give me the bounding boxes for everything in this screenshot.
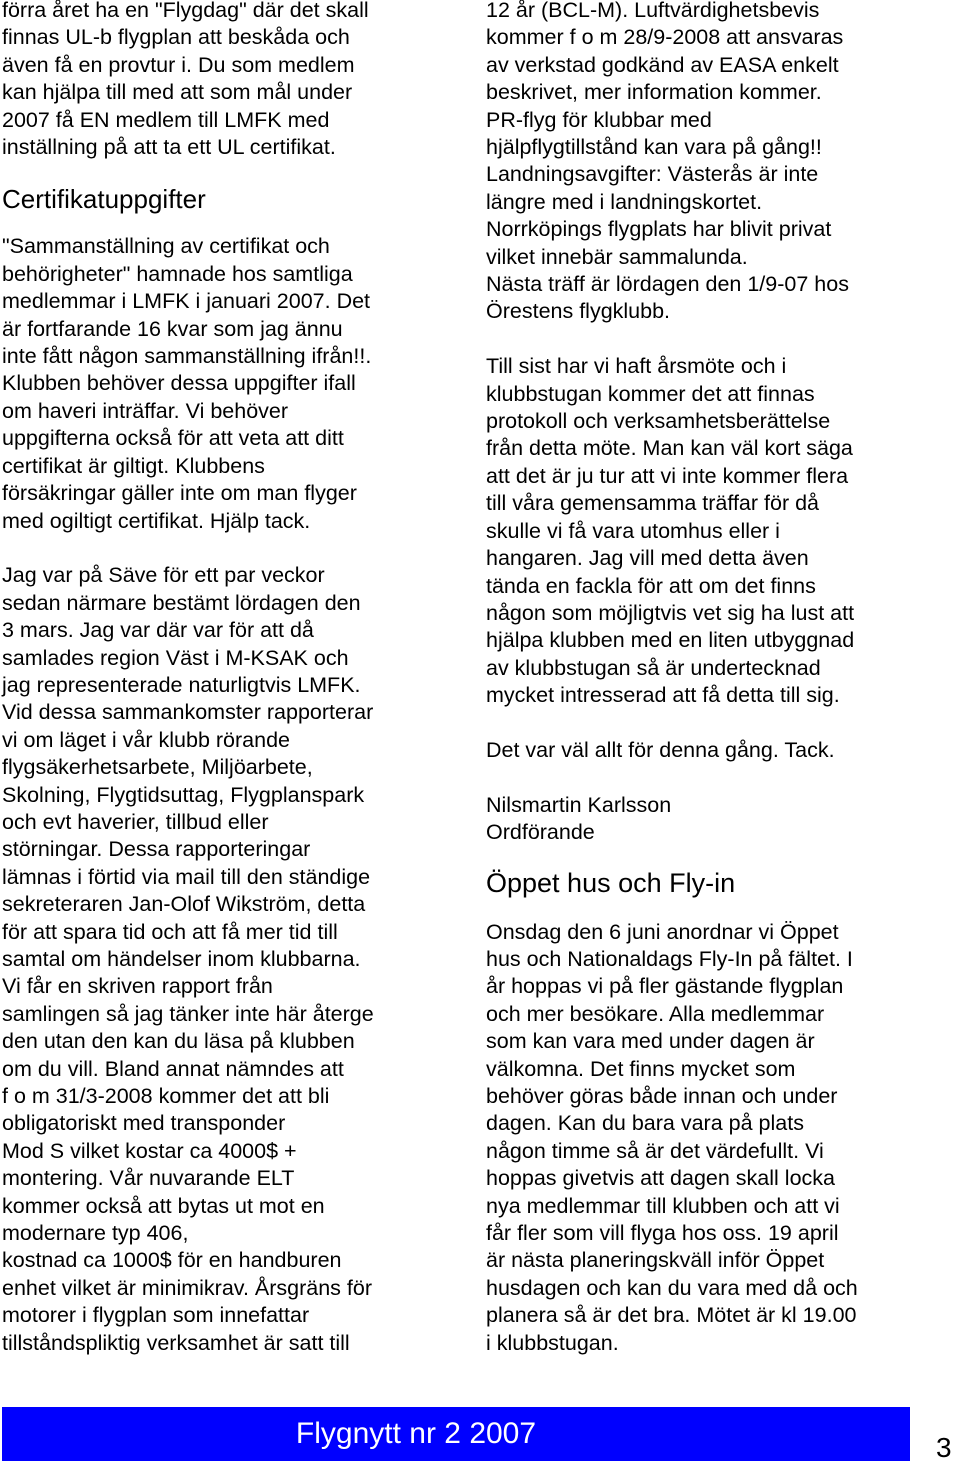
text-line: dagen. Kan du bara vara på plats: [486, 1111, 804, 1136]
text-line: kommer f o m 28/9-2008 att ansvaras: [486, 25, 844, 50]
text-line: år hoppas vi på fler gästande flygplan: [486, 974, 844, 999]
text-line: 12 år (BCL-M). Luftvärdighetsbevis: [486, 0, 820, 22]
text-line: även få en provtur i. Du som medlem: [2, 52, 355, 77]
text-line: Nästa träff är lördagen den 1/9-07 hos: [486, 272, 849, 297]
text-line: hjälpa klubben med en liten utbyggnad: [486, 628, 855, 653]
text-line: och mer besökare. Alla medlemmar: [486, 1001, 825, 1026]
text-line: Mod S vilket kostar ca 4000$ +: [2, 1138, 297, 1163]
text-line: klubbstugan kommer det att finnas: [486, 381, 815, 406]
text-line: beskrivet, mer information kommer.: [486, 80, 822, 105]
text-line: f o m 31/3-2008 kommer det att bli: [2, 1084, 330, 1109]
cert-paragraph: [2, 233, 452, 534]
text-line: Jag var på Säve för ett par veckor: [2, 563, 325, 588]
text-line: PR-flyg för klubbar med: [486, 107, 712, 132]
text-line: 2007 få EN medlem till LMFK med: [2, 107, 330, 132]
text-line: Norrköpings flygplats har blivit privat: [486, 217, 832, 242]
text-line: med ogiltigt certifikat. Hjälp tack.: [2, 508, 311, 533]
text-line: certifikat är giltigt. Klubbens: [2, 453, 265, 478]
text-line: och evt haverier, tillbud eller: [2, 809, 269, 834]
text-line: Klubben behöver dessa uppgifter ifall: [2, 371, 356, 396]
text-line: protokoll och verksamhetsberättelse: [486, 409, 831, 434]
text-line: husdagen och kan du vara med då och: [486, 1275, 858, 1300]
text-line: vilket innebär sammalunda.: [486, 244, 748, 269]
footer-bar: [2, 1407, 910, 1461]
meeting-paragraph: [486, 353, 958, 709]
left-column: [2, 0, 452, 1357]
text-line: tända en fackla för att om det finns: [486, 573, 816, 598]
section-heading-certifikat: Certifikatuppgifter: [2, 184, 206, 215]
text-line: modernare typ 406,: [2, 1221, 189, 1246]
text-line: som kan vara med under dagen är: [486, 1029, 815, 1054]
text-line: längre med i landningskortet.: [486, 189, 763, 214]
text-line: av klubbstugan så är undertecknad: [486, 655, 821, 680]
text-line: kostnad ca 1000$ för en handburen: [2, 1248, 342, 1273]
text-line: att det är ju tur att vi inte kommer flera: [486, 463, 849, 488]
text-line: medlemmar i LMFK i januari 2007. Det: [2, 289, 371, 314]
text-line: samlingen så jag tänker inte här återge: [2, 1001, 374, 1026]
text-line: hjälpflygtillstånd kan vara på gång!!: [486, 135, 822, 160]
text-line: Till sist har vi haft årsmöte och i: [486, 354, 787, 379]
text-line: skulle vi få vara utomhus eller i: [486, 518, 780, 543]
text-line: Vi får en skriven rapport från: [2, 974, 273, 999]
text-line: finnas UL-b flygplan att beskåda och: [2, 25, 350, 50]
text-line: om du vill. Bland annat nämndes att: [2, 1056, 344, 1081]
text-line: Landningsavgifter: Västerås är inte: [486, 162, 819, 187]
right-column: [486, 0, 958, 1357]
text-line: inställning på att ta ett UL certifikat.: [2, 135, 336, 160]
intro-paragraph: [2, 0, 452, 161]
text-line: någon timme så är det värdefullt. Vi: [486, 1138, 824, 1163]
text-line: planera så är det bra. Mötet är kl 19.00: [486, 1303, 857, 1328]
text-line: sekreteraren Jan-Olof Wikström, detta: [2, 892, 366, 917]
text-line: sedan närmare bestämt lördagen den: [2, 590, 361, 615]
text-line: kan hjälpa till med att som mål under: [2, 80, 353, 105]
text-line: om haveri inträffar. Vi behöver: [2, 398, 289, 423]
text-line: obligatoriskt med transponder: [2, 1111, 286, 1136]
text-line: montering. Vår nuvarande ELT: [2, 1166, 295, 1191]
footer-title: Flygnytt nr 2 2007: [295, 1417, 537, 1450]
text-line: den utan den kan du läsa på klubben: [2, 1029, 355, 1054]
text-line: hangaren. Jag vill med detta även: [486, 546, 809, 571]
text-line: hoppas givetvis att dagen skall locka: [486, 1166, 835, 1191]
signature-title: Ordförande: [486, 820, 595, 845]
signature-name: Nilsmartin Karlsson: [486, 792, 672, 817]
text-line: av verkstad godkänd av EASA enkelt: [486, 52, 839, 77]
text-line: Örestens flygklubb.: [486, 299, 671, 324]
text-line: jag representerade naturligtvis LMFK.: [2, 672, 361, 697]
text-line: störningar. Dessa rapporteringar: [2, 837, 311, 862]
text-line: hus och Nationaldags Fly-In på fältet. I: [486, 946, 853, 971]
continuation-paragraph: [486, 0, 958, 326]
text-line: "Sammanställning av certifikat och: [2, 234, 330, 259]
text-line: någon som möjligtvis vet sig ha lust att: [486, 600, 855, 625]
text-line: samlades region Väst i M-KSAK och: [2, 645, 349, 670]
text-line: mycket intresserad att få detta till sig.: [486, 683, 840, 708]
text-line: uppgifterna också för att veta att ditt: [2, 426, 344, 451]
text-line: Skolning, Flygtidsuttag, Flygplanspark: [2, 782, 365, 807]
text-line: 3 mars. Jag var där var för att då: [2, 618, 314, 643]
text-line: behöver göras både innan och under: [486, 1083, 838, 1108]
flyin-paragraph: [486, 919, 958, 1358]
text-line: för att spara tid och att få mer tid till: [2, 919, 338, 944]
text-line: samtal om händelser inom klubbarna.: [2, 946, 361, 971]
text-line: i klubbstugan.: [486, 1330, 619, 1355]
text-line: behörigheter" hamnade hos samtliga: [2, 261, 353, 286]
text-line: vi om läget i vår klubb rörande: [2, 727, 291, 752]
text-line: är fortfarande 16 kvar som jag ännu: [2, 316, 343, 341]
section-heading-oppet-hus: Öppet hus och Fly-in: [486, 867, 736, 898]
text-line: Onsdag den 6 juni anordnar vi Öppet: [486, 919, 839, 944]
closing-line: Det var väl allt för denna gång. Tack.: [486, 737, 835, 762]
text-line: flygsäkerhetsarbete, Miljöarbete,: [2, 755, 313, 780]
text-line: motorer i flygplan som innefattar: [2, 1303, 310, 1328]
text-line: försäkringar gäller inte om man flyger: [2, 481, 357, 506]
text-line: är nästa planeringskväll inför Öppet: [486, 1248, 825, 1273]
text-line: lämnas i förtid via mail till den ständige: [2, 864, 371, 889]
text-line: Vid dessa sammankomster rapporterar: [2, 700, 374, 725]
text-line: kommer också att bytas ut mot en: [2, 1193, 325, 1218]
text-line: förra året ha en "Flygdag" där det skall: [2, 0, 369, 22]
text-line: nya medlemmar till klubben och att vi: [486, 1193, 840, 1218]
text-line: välkomna. Det finns mycket som: [486, 1056, 796, 1081]
page-number: 3: [936, 1432, 952, 1463]
text-line: inte fått någon sammanställning ifrån!!.: [2, 344, 372, 369]
text-line: tillståndspliktig verksamhet är satt till: [2, 1330, 350, 1355]
text-line: från detta möte. Man kan väl kort säga: [486, 436, 853, 461]
text-line: till våra gemensamma träffar för då: [486, 491, 819, 516]
text-line: får fler som vill flyga hos oss. 19 april: [486, 1221, 839, 1246]
text-line: enhet vilket är minimikrav. Årsgräns för: [2, 1275, 372, 1300]
save-paragraph: [2, 562, 452, 1357]
